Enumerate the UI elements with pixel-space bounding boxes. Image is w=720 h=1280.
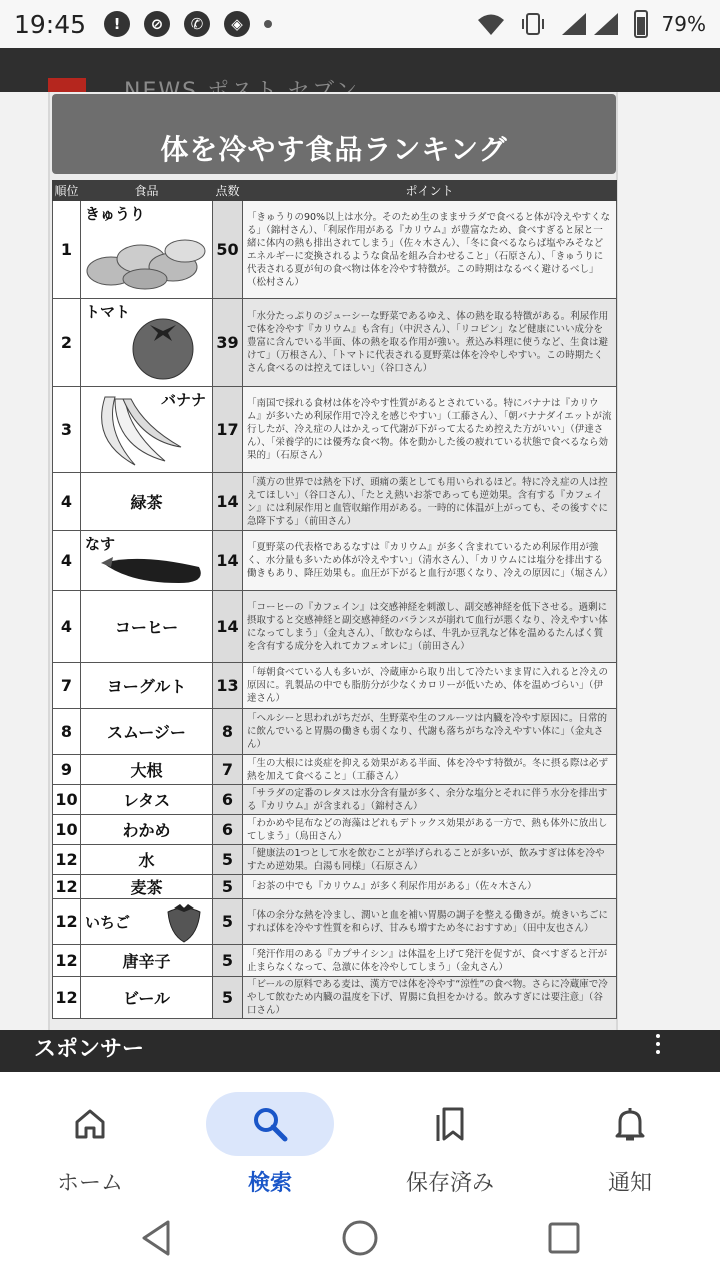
food-cell: 大根	[81, 755, 213, 785]
table-row	[53, 709, 617, 755]
food-cell: スムージー	[81, 709, 213, 755]
article-image[interactable]	[48, 92, 618, 1030]
rank-cell: 2	[53, 299, 81, 387]
food-cell: レタス	[81, 785, 213, 815]
point-cell: 「ヘルシーと思われがちだが、生野菜や生のフルーツは内臓を冷やす原因に。日常的に飲んでいると胃腸の働きも弱くなり、代謝も落ちがちな冷えやすい体に」（金丸さん）	[243, 709, 617, 755]
food-cell: ビール	[81, 977, 213, 1019]
table-row	[53, 387, 617, 473]
food-cell	[81, 299, 213, 387]
point-cell: 「生の大根には炎症を抑える効果がある半面、体を冷やす特徴が。冬に摂る際は必ず熱を加えて食べること」（工藤さん）	[243, 755, 617, 785]
cucumber-image	[85, 229, 209, 293]
search-icon	[206, 1092, 334, 1156]
rank-cell: 12	[53, 845, 81, 875]
point-cell: 「サラダの定番のレタスは水分含有量が多く、余分な塩分とそれに伴う水分を排出する『カリウム』が含まれる」（錦村さん）	[243, 785, 617, 815]
recents-icon[interactable]	[542, 1216, 586, 1260]
table-row	[53, 785, 617, 815]
rank-cell: 4	[53, 473, 81, 531]
no-disturb-icon: ⊘	[144, 11, 170, 37]
nav-item-search[interactable]	[180, 1072, 360, 1198]
back-icon[interactable]	[134, 1216, 178, 1260]
column-header-score: 点数	[213, 181, 243, 201]
nav-item-home[interactable]	[0, 1072, 180, 1198]
rank-cell: 12	[53, 945, 81, 977]
score-cell: 39	[213, 299, 243, 387]
call-shield-icon: ✆	[184, 11, 210, 37]
point-cell: 「きゅうりの90%以上は水分。そのため生のままサラダで食べると体が冷えやすくなる」（錦村さん）、「利尿作用がある『カリウム』が豊富なため、食べすぎると尿と一緒に体内の熱も排出されてしまう」（佐々木さん）、「冬に食べるならば塩やみそなどエネルギーに変換されるような食品を組み合わせること」（石原さん）、「きゅうりに代表される夏が旬の食べ物は体を冷やす特徴が。この時期はなるべく避けるべし」（松村さん）	[243, 201, 617, 299]
food-cell	[81, 387, 213, 473]
table-row	[53, 201, 617, 299]
score-cell: 13	[213, 663, 243, 709]
column-header-point: ポイント	[243, 181, 617, 201]
rank-cell: 7	[53, 663, 81, 709]
more-options-icon[interactable]	[656, 1034, 662, 1054]
bookmarks-icon	[386, 1092, 514, 1156]
score-cell: 5	[213, 845, 243, 875]
score-cell: 14	[213, 591, 243, 663]
rank-cell: 8	[53, 709, 81, 755]
table-row	[53, 815, 617, 845]
bell-icon	[566, 1092, 694, 1156]
table-row	[53, 899, 617, 945]
point-cell: 「漢方の世界では熱を下げ、頭痛の薬としても用いられるほど。特に冷え症の人は控えてほしい」（谷口さん）、「たとえ熱いお茶であっても逆効果。含有する『カフェイン』には利尿作用と血管収縮作用がある。一時的に体温が上がっても、その後すぐに急降下する」（前田さん）	[243, 473, 617, 531]
table-row	[53, 977, 617, 1019]
article-title: 体を冷やす食品ランキング	[160, 133, 508, 166]
food-cell: 唐辛子	[81, 945, 213, 977]
wifi-icon	[476, 11, 506, 37]
rank-cell: 1	[53, 201, 81, 299]
column-header-food: 食品	[81, 181, 213, 201]
battery-percent: 79%	[661, 12, 706, 36]
column-header-rank: 順位	[53, 181, 81, 201]
nav-item-saved[interactable]	[360, 1072, 540, 1198]
point-cell: 「毎朝食べている人も多いが、冷蔵庫から取り出して冷たいまま胃に入れると冷えの原因に。乳製品の中でも脂肪分が少なくカロリーが低いため、体を温めづらい」（伊達さん）	[243, 663, 617, 709]
system-navigation	[0, 1198, 720, 1280]
table-row	[53, 473, 617, 531]
ranking-table	[52, 180, 617, 1019]
notification-dot-icon	[264, 20, 272, 28]
score-cell: 7	[213, 755, 243, 785]
point-cell: 「お茶の中でも『カリウム』が多く利尿作用がある」（佐々木さん）	[243, 875, 617, 899]
score-cell: 14	[213, 531, 243, 591]
table-row	[53, 945, 617, 977]
point-cell: 「体の余分な熱を冷まし、潤いと血を補い胃腸の調子を整える働きが。焼きいちごにすれば体を冷やす性質を和らげ、甘みも増すため冬におすすめ」（田中友也さん）	[243, 899, 617, 945]
rank-cell: 12	[53, 899, 81, 945]
alert-icon: !	[104, 11, 130, 37]
banana-image	[85, 391, 185, 471]
battery-icon	[634, 10, 648, 38]
table-row	[53, 531, 617, 591]
score-cell: 8	[213, 709, 243, 755]
food-name: きゅうり	[85, 205, 146, 223]
app-header	[0, 48, 720, 92]
eggplant-image	[99, 547, 209, 587]
food-cell: コーヒー	[81, 591, 213, 663]
food-cell: 緑茶	[81, 473, 213, 531]
score-cell: 5	[213, 977, 243, 1019]
rank-cell: 12	[53, 875, 81, 899]
point-cell: 「夏野菜の代表格であるなすは『カリウム』が多く含まれているため利尿作用が強く、水分量も多いため体が冷えやすい」（清水さん）、「カリウムには塩分を排出する働きもあり、降圧効果も。血圧が下がると血行が悪くなり、冷えの原因に」（堀さん）	[243, 531, 617, 591]
table-row	[53, 299, 617, 387]
status-bar	[0, 0, 720, 48]
food-cell: 麦茶	[81, 875, 213, 899]
article-banner	[52, 94, 616, 174]
signal-icon	[560, 11, 620, 37]
food-name: トマト	[85, 303, 131, 321]
nav-label: ホーム	[56, 1171, 123, 1196]
rank-cell: 12	[53, 977, 81, 1019]
score-cell: 5	[213, 875, 243, 899]
food-cell	[81, 531, 213, 591]
tomato-image	[128, 311, 198, 381]
sponsor-label: スポンサー	[34, 1037, 145, 1062]
shield-icon: ◈	[224, 11, 250, 37]
point-cell: 「発汗作用のある『カプサイシン』は体温を上げて発汗を促すが、食べすぎると汗が止まらなくなって、急激に体を冷やしてしまう」（金丸さん）	[243, 945, 617, 977]
table-row	[53, 875, 617, 899]
score-cell: 6	[213, 785, 243, 815]
point-cell: 「健康法の1つとして水を飲むことが挙げられることが多いが、飲みすぎは体を冷やすため逆効果。白湯も同様」（石原さん）	[243, 845, 617, 875]
status-time: 19:45	[14, 9, 87, 39]
table-row	[53, 591, 617, 663]
rank-cell: 10	[53, 815, 81, 845]
food-name: バナナ	[160, 391, 206, 409]
table-row	[53, 845, 617, 875]
rank-cell: 4	[53, 531, 81, 591]
point-cell: 「南国で採れる食材は体を冷やす性質があるとされている。特にバナナは『カリウム』が多いため利尿作用で冷えを感じやすい」（工藤さん）、「朝バナナダイエットが流行したが、冷え症の人はかえって代謝が下がって太るため控えた方がいい」（伊達さん）、「栄養学的には優秀な食べ物。体を動かした後の疲れている状態で食べるなら効果的」（石原さん）	[243, 387, 617, 473]
food-cell: 水	[81, 845, 213, 875]
score-cell: 5	[213, 899, 243, 945]
food-cell	[81, 201, 213, 299]
vibrate-icon	[520, 11, 546, 37]
news-logo	[48, 78, 86, 92]
food-cell: ヨーグルト	[81, 663, 213, 709]
score-cell: 6	[213, 815, 243, 845]
point-cell: 「コーヒーの『カフェイン』は交感神経を刺激し、副交感神経を低下させる。過剰に摂取すると交感神経と副交感神経のバランスが崩れて血行が悪くなり、冷えやすい体になってしまう」（金丸さん）、「飲むならば、牛乳か豆乳など体を温めるたんぱく質を含有する成分を入れてカフェオレに」（前田さん）	[243, 591, 617, 663]
food-cell: わかめ	[81, 815, 213, 845]
score-cell: 17	[213, 387, 243, 473]
rank-cell: 4	[53, 591, 81, 663]
nav-label: 通知	[607, 1171, 652, 1196]
sponsor-bar	[0, 1030, 720, 1072]
point-cell: 「わかめや昆布などの海藻はどれもデトックス効果がある一方で、熱も体外に放出してしまう」（鳥田さん）	[243, 815, 617, 845]
food-name: なす	[85, 535, 116, 553]
rank-cell: 10	[53, 785, 81, 815]
nav-item-notifications[interactable]	[540, 1072, 720, 1198]
rank-cell: 3	[53, 387, 81, 473]
rank-cell: 9	[53, 755, 81, 785]
home-circle-icon[interactable]	[338, 1216, 382, 1260]
point-cell: 「水分たっぷりのジューシーな野菜であるゆえ、体の熱を取る特徴がある。利尿作用で体を冷やす『カリウム』も含有」（中沢さん）、「リコピン」など健康にいい成分を豊富に含んでいる半面、体の熱を取る作用が強い。煮込み料理に使うなど、生食は避けて」（万根さん）、「トマトに代表される夏野菜は体を冷やしやすい。この時期たくさん食べるのは控えてほしい」（谷口さん）	[243, 299, 617, 387]
strawberry-image	[162, 900, 206, 944]
home-icon	[26, 1092, 154, 1156]
table-row	[53, 755, 617, 785]
table-row	[53, 663, 617, 709]
food-cell	[81, 899, 213, 945]
score-cell: 14	[213, 473, 243, 531]
nav-label: 検索	[247, 1171, 292, 1196]
score-cell: 5	[213, 945, 243, 977]
food-name: いちご	[85, 913, 131, 931]
point-cell: 「ビールの原料である麦は、漢方では体を冷やす“涼性”の食べ物。さらに冷蔵庫で冷やして飲むため内臓の温度を下げ、胃腸に負担をかける。飲みすぎには要注意」（谷口さん）	[243, 977, 617, 1019]
score-cell: 50	[213, 201, 243, 299]
nav-label: 保存済み	[405, 1171, 494, 1196]
bottom-navigation	[0, 1072, 720, 1198]
